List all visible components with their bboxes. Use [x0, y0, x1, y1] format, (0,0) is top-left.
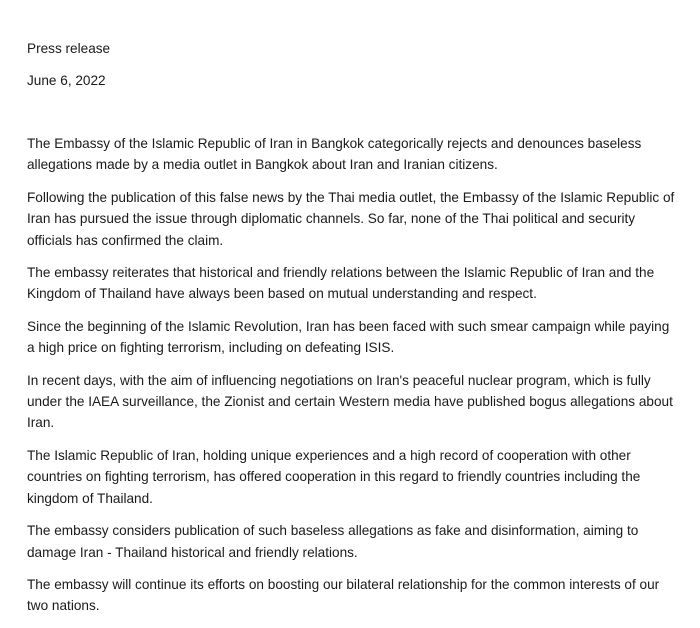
document-date: June 6, 2022 — [27, 73, 106, 88]
body-paragraph: The Embassy of the Islamic Republic of Iran in Bangkok categorically rejects and denounces baseless allegations made by a media outlet in Bangkok about Iran and Iranian citizens. — [27, 136, 642, 173]
document-label: Press release — [27, 41, 111, 56]
body-paragraph: Following the publication of this false news by the Thai media outlet, the Embassy of the Islamic Republic of Iran has pursued the issue through diplomatic channels. So far, none of the Thai political and security officials has confirmed the claim. — [27, 189, 675, 248]
body-paragraph: The embassy will continue its efforts on boosting our bilateral relationship for the common interests of our two nations. — [27, 576, 660, 614]
body-paragraph: The embassy reiterates that historical and friendly relations between the Islamic Republic of Iran and the Kingdom of Thailand have always been based on mutual understanding and respect. — [27, 265, 655, 302]
body-paragraph: In recent days, with the aim of influencing negotiations on Iran's peaceful nuclear program, which is fully under the IAEA surveillance, the Zionist and certain Western media have published bogus allegations about Iran. — [27, 372, 673, 431]
body-paragraph: The embassy considers publication of such baseless allegations as fake and disinformation, aiming to damage Iran - Thailand historical and friendly relations. — [27, 523, 639, 560]
body-paragraph: The Islamic Republic of Iran, holding unique experiences and a high record of cooperation with other countries on fighting terrorism, has offered cooperation in this regard to friendly countries including the kingdom of Thailand. — [27, 447, 641, 506]
document-body — [27, 133, 675, 628]
body-paragraph: Since the beginning of the Islamic Revolution, Iran has been faced with such smear campaign while paying a high price on fighting terrorism, including on defeating ISIS. — [27, 318, 670, 356]
